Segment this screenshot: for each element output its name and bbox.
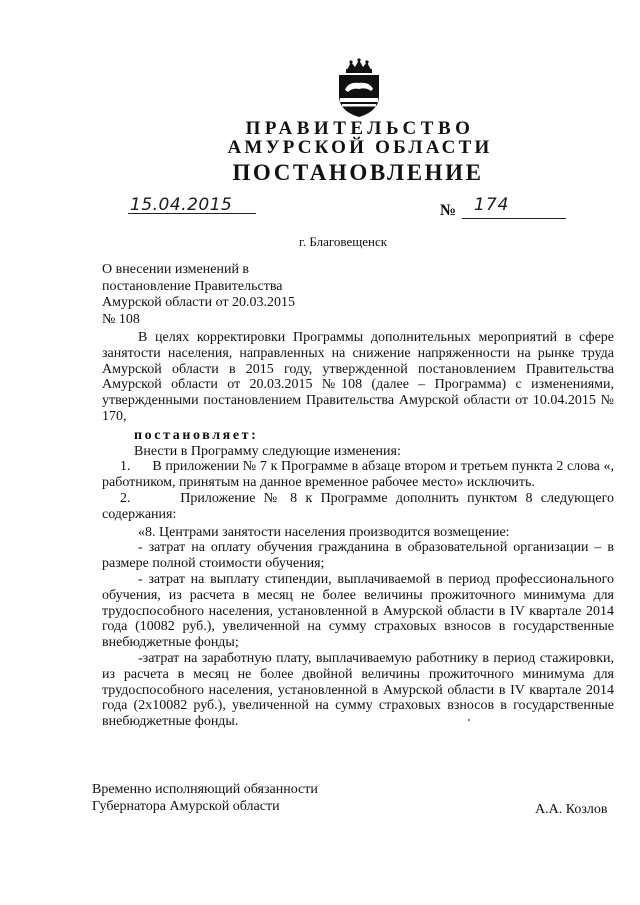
document-body	[102, 330, 618, 730]
government-name-line2: АМУРСКОЙ ОБЛАСТИ	[227, 137, 493, 158]
document-type-title: ПОСТАНОВЛЕНИЕ	[232, 160, 484, 185]
subject-line: О внесении изменений в	[102, 262, 250, 277]
quote-intro: «8. Центрами занятости населения производится возмещение:	[138, 524, 510, 540]
bullet-stipend-costs: - затрат на выплату стипендии, выплачиваемой в период профессионального обучения, из расчета в месяц не более величины прожиточного минимума для трудоспособного населения, установленной в Амурской области в IV квартале 2014 года (10082 руб.), увеличенной на сумму страховых взносов в государственные внебюджетные фонды;	[102, 571, 614, 651]
coat-of-arms-icon	[333, 58, 385, 118]
resolve-heading: постановляет:	[134, 427, 259, 443]
preamble-paragraph: В целях корректировки Программы дополнительных мероприятий в сфере занятости населения, направленных на снижение напряженности на рынке труда Амурской области в 2015 году, утвержденной постановлением Правительства Амурской области от 20.03.2015 №108 (далее – Программа) с изменениями, утвержденными постановлением Правительства Амурской области от 10.04.2015 № 170,	[102, 330, 614, 424]
signatory-position-line2: Губернатора Амурской области	[92, 799, 280, 814]
signatory-position	[92, 781, 318, 815]
government-name-line1: ПРАВИТЕЛЬСТВО	[245, 118, 475, 139]
bullet-training-costs: - затрат на оплату обучения гражданина в образовательной организации – в размере полной стоимости обучения;	[102, 540, 614, 572]
number-underline	[462, 218, 566, 219]
subject-line: Амурской области от 20.03.2015	[102, 295, 295, 310]
signatory-position-line1: Временно исполняющий обязанности	[92, 782, 318, 797]
document-subject	[102, 262, 332, 328]
document-date: 15.04.2015	[130, 195, 233, 215]
bullet-salary-costs: -затрат на заработную плату, выплачиваемую работнику в период стажировки, из расчета в месяц не более двойной величины прожиточного минимума для трудоспособного населения, установленной в Амурской области в IV квартале 2014 года (2х10082 руб.), увеличенной на сумму страховых взносов в государственные внебюджетные фонды.	[102, 650, 614, 730]
subject-line: № 108	[102, 311, 140, 327]
scan-speck	[468, 719, 470, 721]
document-number: 174	[474, 195, 510, 215]
signatory-name: А.А. Козлов	[535, 802, 608, 817]
list-item-1: 1. В приложении № 7 к Программе в абзаце втором и третьем пункта 2 слова «, работником, принятым на данное временное рабочее место» исключить.	[102, 459, 618, 491]
number-label: №	[440, 202, 457, 219]
subject-line: постановление Правительства	[102, 278, 283, 294]
date-underline	[128, 213, 256, 214]
list-item-2: 2. Приложение № 8 к Программе дополнить пунктом 8 следующего содержания:	[102, 490, 618, 522]
city-line: г. Благовещенск	[298, 234, 388, 249]
intro-paragraph: Внести в Программу следующие изменения:	[134, 443, 401, 459]
